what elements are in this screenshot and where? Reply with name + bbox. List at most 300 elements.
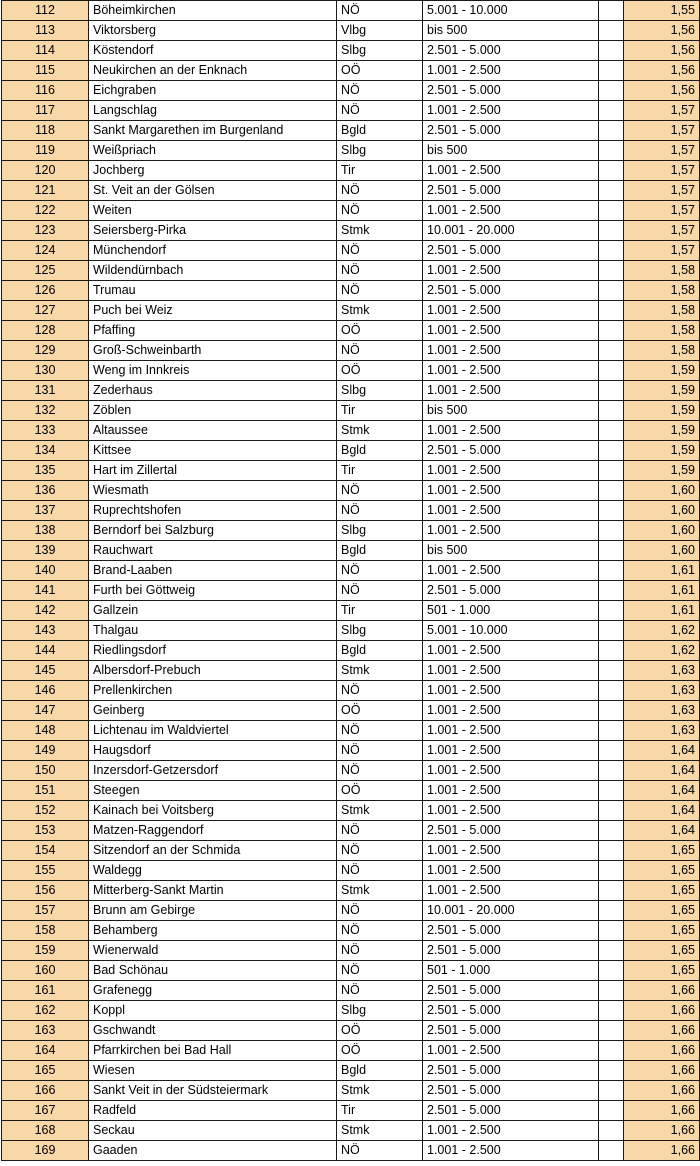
state-cell: NÖ (337, 81, 423, 101)
rank-cell: 121 (2, 181, 89, 201)
municipality-name-cell: Rauchwart (89, 541, 337, 561)
rank-cell: 132 (2, 401, 89, 421)
table-row (2, 381, 700, 401)
population-range-cell: 1.001 - 2.500 (423, 781, 599, 801)
state-cell: NÖ (337, 501, 423, 521)
population-range-cell: 2.501 - 5.000 (423, 981, 599, 1001)
spacer-cell (599, 941, 624, 961)
rank-cell: 148 (2, 721, 89, 741)
population-range-cell: 1.001 - 2.500 (423, 1041, 599, 1061)
municipality-name-cell: Wildendürnbach (89, 261, 337, 281)
spacer-cell (599, 321, 624, 341)
value-cell: 1,65 (624, 961, 700, 981)
municipality-name-cell: Inzersdorf-Getzersdorf (89, 761, 337, 781)
state-cell: NÖ (337, 1141, 423, 1161)
value-cell: 1,58 (624, 281, 700, 301)
spacer-cell (599, 981, 624, 1001)
municipality-name-cell: Matzen-Raggendorf (89, 821, 337, 841)
spacer-cell (599, 421, 624, 441)
rank-cell: 149 (2, 741, 89, 761)
rank-cell: 118 (2, 121, 89, 141)
state-cell: NÖ (337, 941, 423, 961)
value-cell: 1,66 (624, 1081, 700, 1101)
table-row (2, 201, 700, 221)
spacer-cell (599, 661, 624, 681)
table-row (2, 1041, 700, 1061)
value-cell: 1,56 (624, 21, 700, 41)
spacer-cell (599, 181, 624, 201)
municipality-name-cell: Radfeld (89, 1101, 337, 1121)
table-row (2, 861, 700, 881)
table-row (2, 281, 700, 301)
state-cell: NÖ (337, 921, 423, 941)
value-cell: 1,61 (624, 561, 700, 581)
spacer-cell (599, 21, 624, 41)
population-range-cell: 1.001 - 2.500 (423, 881, 599, 901)
population-range-cell: 1.001 - 2.500 (423, 721, 599, 741)
state-cell: NÖ (337, 341, 423, 361)
spacer-cell (599, 281, 624, 301)
state-cell: NÖ (337, 561, 423, 581)
rank-cell: 147 (2, 701, 89, 721)
table-body (2, 1, 700, 1161)
spacer-cell (599, 441, 624, 461)
municipality-name-cell: Münchendorf (89, 241, 337, 261)
value-cell: 1,63 (624, 661, 700, 681)
table-row (2, 501, 700, 521)
state-cell: Slbg (337, 521, 423, 541)
municipality-name-cell: Pfaffing (89, 321, 337, 341)
population-range-cell: 2.501 - 5.000 (423, 281, 599, 301)
table-row (2, 81, 700, 101)
state-cell: Slbg (337, 41, 423, 61)
value-cell: 1,57 (624, 181, 700, 201)
state-cell: NÖ (337, 101, 423, 121)
table-row (2, 181, 700, 201)
spacer-cell (599, 541, 624, 561)
table-row (2, 721, 700, 741)
municipality-name-cell: Wienerwald (89, 941, 337, 961)
state-cell: Bgld (337, 121, 423, 141)
rank-cell: 123 (2, 221, 89, 241)
population-range-cell: 2.501 - 5.000 (423, 41, 599, 61)
spacer-cell (599, 641, 624, 661)
municipality-name-cell: Gschwandt (89, 1021, 337, 1041)
value-cell: 1,56 (624, 81, 700, 101)
municipality-name-cell: Sankt Veit in der Südsteiermark (89, 1081, 337, 1101)
table-row (2, 601, 700, 621)
population-range-cell: 2.501 - 5.000 (423, 941, 599, 961)
spacer-cell (599, 141, 624, 161)
state-cell: Stmk (337, 661, 423, 681)
value-cell: 1,63 (624, 721, 700, 741)
municipality-name-cell: Sankt Margarethen im Burgenland (89, 121, 337, 141)
municipality-name-cell: St. Veit an der Gölsen (89, 181, 337, 201)
municipality-name-cell: Viktorsberg (89, 21, 337, 41)
spacer-cell (599, 781, 624, 801)
rank-cell: 153 (2, 821, 89, 841)
state-cell: Tir (337, 1101, 423, 1121)
rank-cell: 155 (2, 861, 89, 881)
value-cell: 1,66 (624, 1121, 700, 1141)
spacer-cell (599, 621, 624, 641)
value-cell: 1,57 (624, 161, 700, 181)
state-cell: Bgld (337, 641, 423, 661)
table-row (2, 361, 700, 381)
state-cell: NÖ (337, 281, 423, 301)
municipality-name-cell: Jochberg (89, 161, 337, 181)
table-row (2, 241, 700, 261)
value-cell: 1,65 (624, 881, 700, 901)
population-range-cell: 501 - 1.000 (423, 601, 599, 621)
value-cell: 1,63 (624, 701, 700, 721)
table-row (2, 981, 700, 1001)
table-row (2, 341, 700, 361)
rank-cell: 130 (2, 361, 89, 381)
spacer-cell (599, 361, 624, 381)
state-cell: NÖ (337, 201, 423, 221)
population-range-cell: 5.001 - 10.000 (423, 1, 599, 21)
spacer-cell (599, 721, 624, 741)
municipality-name-cell: Köstendorf (89, 41, 337, 61)
population-range-cell: 1.001 - 2.500 (423, 661, 599, 681)
state-cell: Bgld (337, 1061, 423, 1081)
state-cell: NÖ (337, 681, 423, 701)
population-range-cell: 1.001 - 2.500 (423, 1141, 599, 1161)
population-range-cell: 1.001 - 2.500 (423, 701, 599, 721)
value-cell: 1,58 (624, 341, 700, 361)
state-cell: OÖ (337, 61, 423, 81)
table-row (2, 1121, 700, 1141)
state-cell: NÖ (337, 861, 423, 881)
municipality-name-cell: Gallzein (89, 601, 337, 621)
value-cell: 1,62 (624, 641, 700, 661)
rank-cell: 157 (2, 901, 89, 921)
value-cell: 1,59 (624, 421, 700, 441)
rank-cell: 162 (2, 1001, 89, 1021)
table-row (2, 321, 700, 341)
table-row (2, 941, 700, 961)
value-cell: 1,55 (624, 1, 700, 21)
rank-cell: 144 (2, 641, 89, 661)
municipality-name-cell: Geinberg (89, 701, 337, 721)
municipality-name-cell: Weiten (89, 201, 337, 221)
rank-cell: 152 (2, 801, 89, 821)
state-cell: Stmk (337, 221, 423, 241)
spacer-cell (599, 761, 624, 781)
municipality-name-cell: Haugsdorf (89, 741, 337, 761)
state-cell: NÖ (337, 1, 423, 21)
municipality-name-cell: Kainach bei Voitsberg (89, 801, 337, 821)
population-range-cell: 1.001 - 2.500 (423, 61, 599, 81)
value-cell: 1,66 (624, 1021, 700, 1041)
value-cell: 1,59 (624, 381, 700, 401)
value-cell: 1,64 (624, 781, 700, 801)
population-range-cell: 1.001 - 2.500 (423, 741, 599, 761)
rank-cell: 136 (2, 481, 89, 501)
municipality-name-cell: Brand-Laaben (89, 561, 337, 581)
rank-cell: 140 (2, 561, 89, 581)
spacer-cell (599, 461, 624, 481)
municipality-name-cell: Lichtenau im Waldviertel (89, 721, 337, 741)
spacer-cell (599, 701, 624, 721)
table-row (2, 461, 700, 481)
population-range-cell: 1.001 - 2.500 (423, 681, 599, 701)
table-row (2, 41, 700, 61)
value-cell: 1,64 (624, 761, 700, 781)
municipality-name-cell: Steegen (89, 781, 337, 801)
state-cell: OÖ (337, 1021, 423, 1041)
municipality-name-cell: Weng im Innkreis (89, 361, 337, 381)
population-range-cell: 2.501 - 5.000 (423, 821, 599, 841)
state-cell: NÖ (337, 581, 423, 601)
rank-cell: 167 (2, 1101, 89, 1121)
population-range-cell: bis 500 (423, 141, 599, 161)
rank-cell: 158 (2, 921, 89, 941)
population-range-cell: 10.001 - 20.000 (423, 901, 599, 921)
municipality-name-cell: Langschlag (89, 101, 337, 121)
municipality-name-cell: Eichgraben (89, 81, 337, 101)
table-row (2, 1021, 700, 1041)
value-cell: 1,56 (624, 41, 700, 61)
value-cell: 1,65 (624, 841, 700, 861)
state-cell: NÖ (337, 241, 423, 261)
state-cell: NÖ (337, 841, 423, 861)
value-cell: 1,64 (624, 801, 700, 821)
population-range-cell: 1.001 - 2.500 (423, 261, 599, 281)
spacer-cell (599, 121, 624, 141)
rank-cell: 141 (2, 581, 89, 601)
rank-cell: 169 (2, 1141, 89, 1161)
population-range-cell: 1.001 - 2.500 (423, 481, 599, 501)
rank-cell: 114 (2, 41, 89, 61)
table-row (2, 101, 700, 121)
value-cell: 1,57 (624, 121, 700, 141)
table-row (2, 881, 700, 901)
municipality-name-cell: Hart im Zillertal (89, 461, 337, 481)
state-cell: NÖ (337, 181, 423, 201)
value-cell: 1,59 (624, 461, 700, 481)
value-cell: 1,65 (624, 901, 700, 921)
rank-cell: 128 (2, 321, 89, 341)
state-cell: Stmk (337, 881, 423, 901)
value-cell: 1,64 (624, 741, 700, 761)
population-range-cell: 1.001 - 2.500 (423, 1121, 599, 1141)
municipality-name-cell: Zederhaus (89, 381, 337, 401)
municipality-table (1, 0, 700, 1161)
state-cell: Tir (337, 601, 423, 621)
spacer-cell (599, 861, 624, 881)
state-cell: NÖ (337, 261, 423, 281)
population-range-cell: 1.001 - 2.500 (423, 321, 599, 341)
value-cell: 1,59 (624, 441, 700, 461)
spacer-cell (599, 521, 624, 541)
population-range-cell: 1.001 - 2.500 (423, 161, 599, 181)
population-range-cell: 1.001 - 2.500 (423, 561, 599, 581)
table-row (2, 141, 700, 161)
spacer-cell (599, 1061, 624, 1081)
state-cell: Tir (337, 461, 423, 481)
state-cell: Stmk (337, 1081, 423, 1101)
value-cell: 1,61 (624, 601, 700, 621)
table-row (2, 481, 700, 501)
rank-cell: 154 (2, 841, 89, 861)
value-cell: 1,56 (624, 61, 700, 81)
municipality-name-cell: Wiesen (89, 1061, 337, 1081)
table-row (2, 561, 700, 581)
table-row (2, 741, 700, 761)
value-cell: 1,58 (624, 301, 700, 321)
table-row (2, 761, 700, 781)
value-cell: 1,65 (624, 861, 700, 881)
table-row (2, 621, 700, 641)
rank-cell: 131 (2, 381, 89, 401)
rank-cell: 151 (2, 781, 89, 801)
state-cell: NÖ (337, 761, 423, 781)
spacer-cell (599, 101, 624, 121)
rank-cell: 115 (2, 61, 89, 81)
value-cell: 1,66 (624, 1061, 700, 1081)
value-cell: 1,62 (624, 621, 700, 641)
rank-cell: 145 (2, 661, 89, 681)
population-range-cell: 1.001 - 2.500 (423, 101, 599, 121)
spacer-cell (599, 681, 624, 701)
population-range-cell: 1.001 - 2.500 (423, 521, 599, 541)
state-cell: Vlbg (337, 21, 423, 41)
value-cell: 1,59 (624, 361, 700, 381)
municipality-name-cell: Behamberg (89, 921, 337, 941)
rank-cell: 120 (2, 161, 89, 181)
state-cell: Slbg (337, 1001, 423, 1021)
spacer-cell (599, 1021, 624, 1041)
rank-cell: 133 (2, 421, 89, 441)
rank-cell: 146 (2, 681, 89, 701)
spacer-cell (599, 481, 624, 501)
municipality-name-cell: Altaussee (89, 421, 337, 441)
rank-cell: 125 (2, 261, 89, 281)
spacer-cell (599, 501, 624, 521)
rank-cell: 138 (2, 521, 89, 541)
table-row (2, 221, 700, 241)
municipality-name-cell: Neukirchen an der Enknach (89, 61, 337, 81)
value-cell: 1,57 (624, 141, 700, 161)
municipality-name-cell: Gaaden (89, 1141, 337, 1161)
population-range-cell: 2.501 - 5.000 (423, 921, 599, 941)
state-cell: Slbg (337, 381, 423, 401)
state-cell: NÖ (337, 481, 423, 501)
state-cell: Bgld (337, 541, 423, 561)
spacer-cell (599, 1081, 624, 1101)
rank-cell: 122 (2, 201, 89, 221)
value-cell: 1,63 (624, 681, 700, 701)
spacer-cell (599, 161, 624, 181)
municipality-name-cell: Groß-Schweinbarth (89, 341, 337, 361)
table-row (2, 641, 700, 661)
value-cell: 1,60 (624, 481, 700, 501)
spacer-cell (599, 581, 624, 601)
municipality-name-cell: Prellenkirchen (89, 681, 337, 701)
municipality-name-cell: Koppl (89, 1001, 337, 1021)
spacer-cell (599, 1041, 624, 1061)
population-range-cell: 2.501 - 5.000 (423, 1001, 599, 1021)
population-range-cell: 10.001 - 20.000 (423, 221, 599, 241)
population-range-cell: 5.001 - 10.000 (423, 621, 599, 641)
table-row (2, 301, 700, 321)
rank-cell: 126 (2, 281, 89, 301)
table-row (2, 781, 700, 801)
value-cell: 1,65 (624, 941, 700, 961)
table-row (2, 1, 700, 21)
state-cell: Slbg (337, 141, 423, 161)
table-row (2, 841, 700, 861)
rank-cell: 165 (2, 1061, 89, 1081)
municipality-name-cell: Albersdorf-Prebuch (89, 661, 337, 681)
spacer-cell (599, 601, 624, 621)
spacer-cell (599, 261, 624, 281)
spacer-cell (599, 921, 624, 941)
table-row (2, 961, 700, 981)
rank-cell: 166 (2, 1081, 89, 1101)
state-cell: NÖ (337, 901, 423, 921)
state-cell: Stmk (337, 801, 423, 821)
state-cell: OÖ (337, 321, 423, 341)
value-cell: 1,57 (624, 241, 700, 261)
spacer-cell (599, 81, 624, 101)
rank-cell: 134 (2, 441, 89, 461)
population-range-cell: 1.001 - 2.500 (423, 301, 599, 321)
state-cell: Stmk (337, 421, 423, 441)
rank-cell: 150 (2, 761, 89, 781)
municipality-name-cell: Grafenegg (89, 981, 337, 1001)
population-range-cell: 1.001 - 2.500 (423, 861, 599, 881)
spacer-cell (599, 341, 624, 361)
spacer-cell (599, 801, 624, 821)
value-cell: 1,59 (624, 401, 700, 421)
table-row (2, 681, 700, 701)
table-row (2, 701, 700, 721)
spacer-cell (599, 1001, 624, 1021)
table-row (2, 21, 700, 41)
spacer-cell (599, 381, 624, 401)
spacer-cell (599, 301, 624, 321)
municipality-name-cell: Waldegg (89, 861, 337, 881)
spacer-cell (599, 901, 624, 921)
rank-cell: 163 (2, 1021, 89, 1041)
population-range-cell: 2.501 - 5.000 (423, 181, 599, 201)
population-range-cell: 1.001 - 2.500 (423, 801, 599, 821)
population-range-cell: 2.501 - 5.000 (423, 241, 599, 261)
municipality-name-cell: Thalgau (89, 621, 337, 641)
value-cell: 1,58 (624, 321, 700, 341)
spacer-cell (599, 841, 624, 861)
spacer-cell (599, 401, 624, 421)
spacer-cell (599, 1141, 624, 1161)
population-range-cell: 1.001 - 2.500 (423, 421, 599, 441)
value-cell: 1,57 (624, 201, 700, 221)
spacer-cell (599, 221, 624, 241)
rank-cell: 160 (2, 961, 89, 981)
state-cell: NÖ (337, 721, 423, 741)
table-row (2, 441, 700, 461)
rank-cell: 113 (2, 21, 89, 41)
population-range-cell: 2.501 - 5.000 (423, 441, 599, 461)
table-row (2, 421, 700, 441)
table-row (2, 401, 700, 421)
table-row (2, 121, 700, 141)
rank-cell: 116 (2, 81, 89, 101)
state-cell: OÖ (337, 701, 423, 721)
state-cell: NÖ (337, 821, 423, 841)
